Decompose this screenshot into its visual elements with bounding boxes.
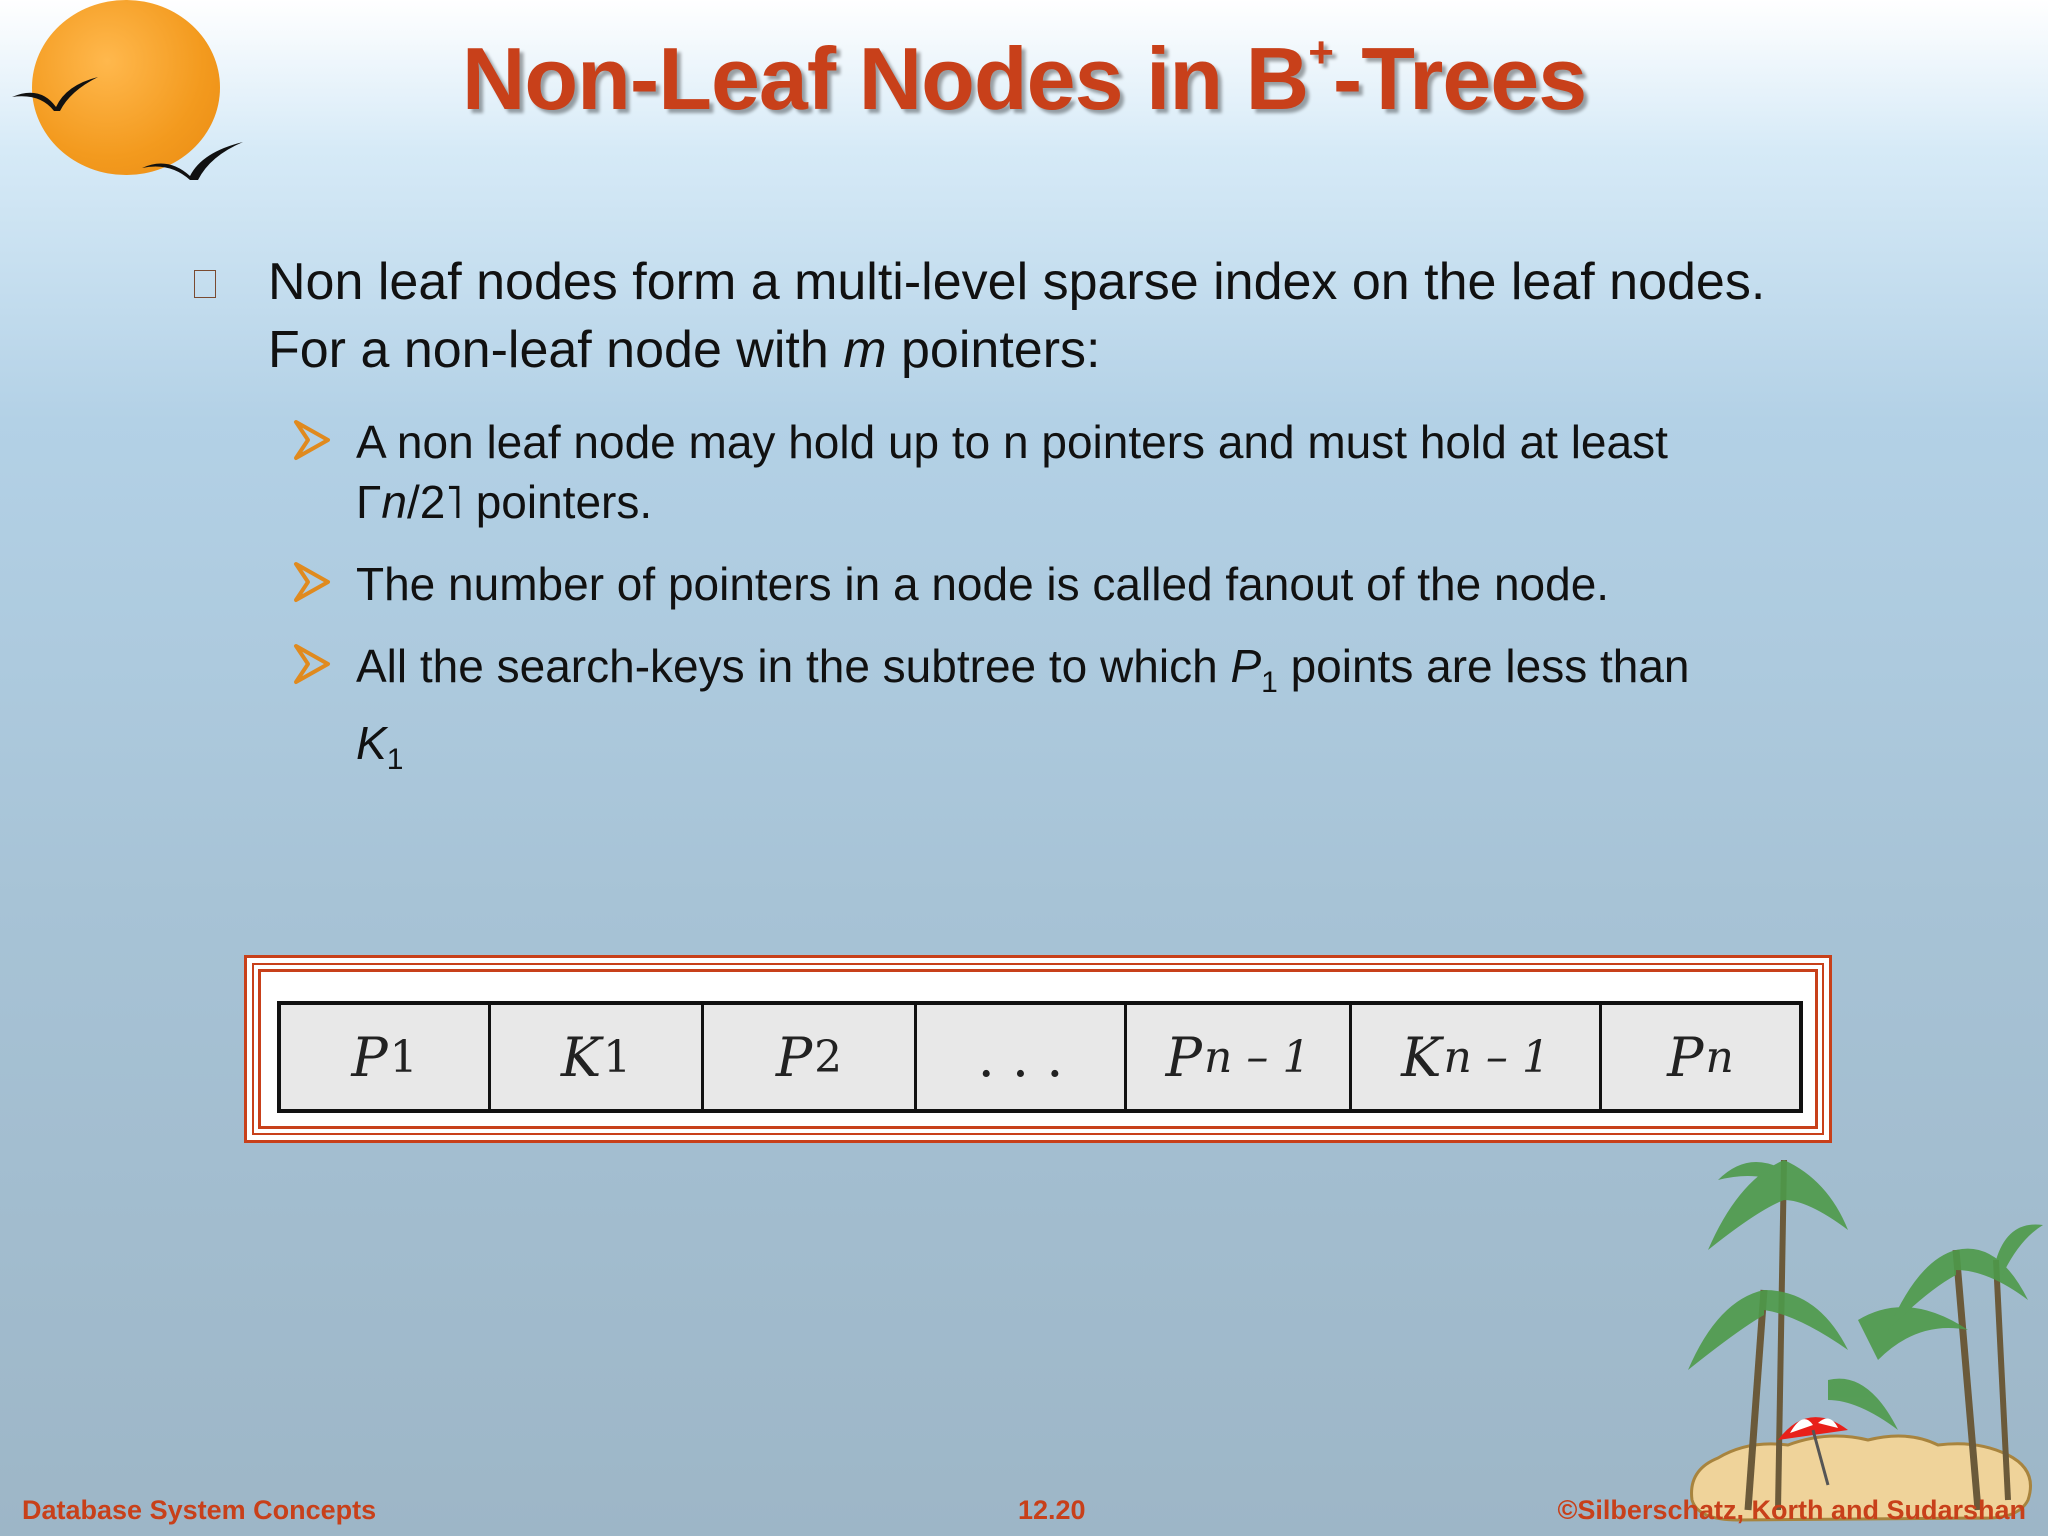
node-cell: K n – 1 (1352, 1005, 1602, 1109)
slide-title: Non-Leaf Nodes in B+-Trees (461, 28, 1587, 128)
bullet-sub-2: The number of pointers in a node is called fanout of the node. (190, 554, 1950, 614)
footer-copyright: ©Silberschatz, Korth and Sudarshan (1557, 1495, 2026, 1525)
bullet-main: Non leaf nodes form a multi-level sparse index on the leaf nodes. For a non-leaf node with m pointers: (190, 248, 1950, 384)
node-cell: K 1 (491, 1005, 704, 1109)
node-cell-ellipsis: . . . (917, 1005, 1127, 1109)
node-cell: P 1 (281, 1005, 491, 1109)
non-leaf-node-diagram (277, 1001, 1803, 1113)
bullet-sub-1: A non leaf node may hold up to n pointers and must hold at least Γn/2˥ pointers. (190, 412, 1950, 532)
square-bullet-icon (194, 270, 216, 298)
arrow-bullet-icon (292, 642, 332, 686)
bullet-sub-3: All the search-keys in the subtree to which $P_1$ points are less than $K_1$ (190, 636, 1950, 790)
arrow-bullet-icon (292, 418, 332, 462)
slide-content (190, 248, 1950, 790)
node-cell: P 2 (704, 1005, 917, 1109)
arrow-bullet-icon (292, 560, 332, 604)
node-cell: P n (1667, 1025, 1734, 1089)
footer-course-title: Database System Concepts (22, 1495, 377, 1525)
footer-page-number: 12.20 (1018, 1495, 1086, 1525)
bird-icon-right (140, 138, 245, 183)
palm-island-illustration (1678, 1140, 2048, 1536)
node-cell: P n – 1 (1127, 1005, 1352, 1109)
